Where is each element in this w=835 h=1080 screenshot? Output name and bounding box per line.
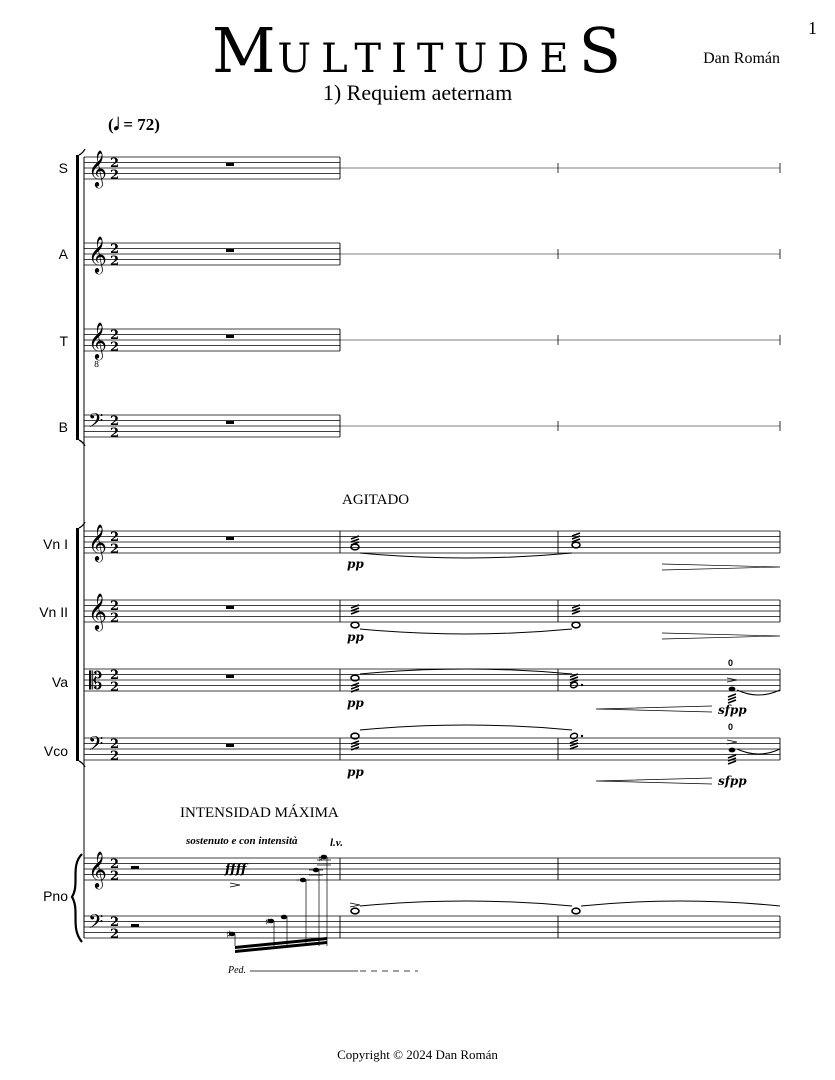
half-rest	[131, 866, 139, 869]
instrument-label-cello: Vco	[43, 743, 68, 759]
expression-lv: l.v.	[330, 837, 344, 849]
whole-note	[351, 908, 359, 914]
time-signature-bottom: 2	[110, 927, 120, 942]
time-signature-bottom: 2	[110, 254, 120, 269]
time-signature-top: 2	[110, 530, 120, 545]
expression-sostenuto: sostenuto e con intensità	[186, 835, 298, 847]
treble-clef: 𝄞	[88, 850, 107, 888]
treble-clef: 𝄞	[88, 149, 107, 187]
expression-agitado: AGITADO	[342, 492, 410, 508]
whole-rest	[226, 675, 234, 678]
time-signature-top: 2	[110, 915, 120, 930]
time-signature-top: 2	[110, 668, 120, 683]
treble-clef: 𝄞	[88, 592, 107, 630]
bass-clef: 𝄢	[88, 732, 104, 760]
time-signature-bottom: 2	[110, 542, 120, 557]
tremolo	[351, 611, 359, 614]
whole-rest	[226, 744, 234, 747]
tie	[360, 629, 572, 634]
sharp-accidental: ♯	[265, 917, 270, 928]
time-signature-top: 2	[110, 242, 120, 257]
pedal-mark: Ped.	[228, 965, 247, 976]
dynamic-va-pp: pp	[347, 696, 364, 710]
time-signature-bottom: 2	[110, 869, 120, 884]
tremolo	[570, 677, 578, 680]
tremolo	[572, 533, 580, 536]
title-middle: ULTITUDE	[277, 36, 579, 82]
instrument-label-violin1: Vn I	[43, 536, 68, 552]
instrument-label-tenor: T	[59, 333, 68, 349]
tie	[360, 553, 572, 558]
time-signature-top: 2	[110, 737, 120, 752]
instrument-label-alto: A	[58, 246, 68, 262]
tempo-marking: (𝅗𝅥 = 72)	[108, 115, 160, 134]
movement-title: 1) Requiem aeternam	[322, 80, 513, 105]
dynamic-vco-pp: pp	[347, 765, 364, 779]
time-signature-bottom: 2	[110, 168, 120, 183]
treble-clef: 𝄞	[88, 321, 107, 359]
composer-name: Dan Román	[703, 50, 780, 67]
tremolo	[351, 686, 359, 689]
expression-intensidad: INTENSIDAD MÁXIMA	[180, 805, 339, 821]
whole-rest	[226, 606, 234, 609]
augmentation-dot	[581, 684, 583, 686]
instrument-label-viola: Va	[51, 674, 68, 690]
whole-note	[572, 622, 580, 628]
tie	[581, 901, 780, 906]
page-number: 1	[808, 18, 817, 38]
tie	[737, 749, 780, 754]
title-initial: M	[211, 14, 278, 87]
treble-clef: 𝄞	[88, 235, 107, 273]
whole-rest	[226, 421, 234, 424]
instrument-label-violin2: Vn II	[39, 604, 68, 620]
copyright-notice: Copyright © 2024 Dan Román	[337, 1047, 498, 1062]
note-head	[281, 915, 287, 920]
time-signature-bottom: 2	[110, 680, 120, 695]
half-note	[570, 732, 579, 739]
tremolo	[572, 608, 580, 611]
augmentation-dot	[581, 735, 583, 737]
time-signature-top: 2	[110, 599, 120, 614]
time-signature-bottom: 2	[110, 749, 120, 764]
octave-mark: 8	[94, 360, 100, 369]
accent	[230, 883, 240, 887]
instrument-label-piano: Pno	[43, 888, 68, 904]
time-signature-bottom: 2	[110, 340, 120, 355]
strings-bracket	[76, 528, 79, 761]
dynamic-va-sfpp: sfpp	[718, 703, 747, 717]
crescendo-hairpin	[596, 706, 712, 712]
whole-rest	[226, 335, 234, 338]
whole-rest	[226, 249, 234, 252]
bass-clef: 𝄢	[88, 409, 104, 437]
tremolo	[351, 689, 359, 692]
tremolo	[351, 747, 359, 750]
dynamic-vn1-pp: pp	[347, 557, 364, 571]
decrescendo-hairpin	[662, 633, 780, 639]
time-signature-bottom: 2	[110, 426, 120, 441]
time-signature-bottom: 2	[110, 611, 120, 626]
treble-clef: 𝄞	[88, 523, 107, 561]
whole-note	[572, 542, 580, 548]
half-rest	[131, 924, 139, 927]
note-head	[729, 748, 736, 753]
whole-rest	[226, 163, 234, 166]
time-signature-top: 2	[110, 328, 120, 343]
tremolo	[351, 539, 359, 542]
tremolo	[572, 611, 580, 614]
tremolo	[351, 608, 359, 611]
tie	[360, 669, 572, 674]
tremolo	[728, 761, 736, 764]
tie	[360, 901, 572, 906]
dynamic-pno-ffff: ffff	[225, 862, 247, 877]
sharp-accidental: ♯	[226, 928, 232, 941]
bass-clef: 𝄢	[88, 910, 104, 938]
dynamic-vn2-pp: pp	[347, 630, 364, 644]
instrument-label-bass: B	[58, 419, 68, 435]
time-signature-top: 2	[110, 156, 120, 171]
tremolo	[728, 697, 736, 700]
accent	[350, 903, 360, 907]
title-final: S	[578, 14, 624, 87]
choir-bracket	[76, 155, 79, 440]
instrument-label-soprano: S	[58, 160, 68, 176]
harmonic-mark-va: 0	[728, 658, 734, 668]
sharp-accidental: ♯	[318, 854, 323, 865]
tremolo	[351, 744, 359, 747]
crescendo-hairpin	[596, 778, 712, 784]
whole-rest	[226, 537, 234, 540]
alto-clef: 𝄡	[89, 667, 103, 695]
decrescendo-hairpin	[662, 564, 780, 570]
tremolo	[728, 694, 736, 697]
time-signature-top: 2	[110, 414, 120, 429]
note-head	[729, 687, 736, 692]
piano-brace	[72, 854, 82, 942]
whole-note	[351, 622, 359, 628]
tremolo	[728, 758, 736, 761]
tremolo	[570, 746, 578, 749]
dynamic-vco-sfpp: sfpp	[718, 774, 747, 788]
tie	[360, 725, 572, 730]
whole-note	[351, 544, 359, 550]
time-signature-top: 2	[110, 857, 120, 872]
tremolo	[728, 755, 736, 758]
whole-note	[572, 908, 580, 914]
harmonic-mark-vco: 0	[728, 722, 734, 732]
tremolo	[570, 740, 578, 743]
